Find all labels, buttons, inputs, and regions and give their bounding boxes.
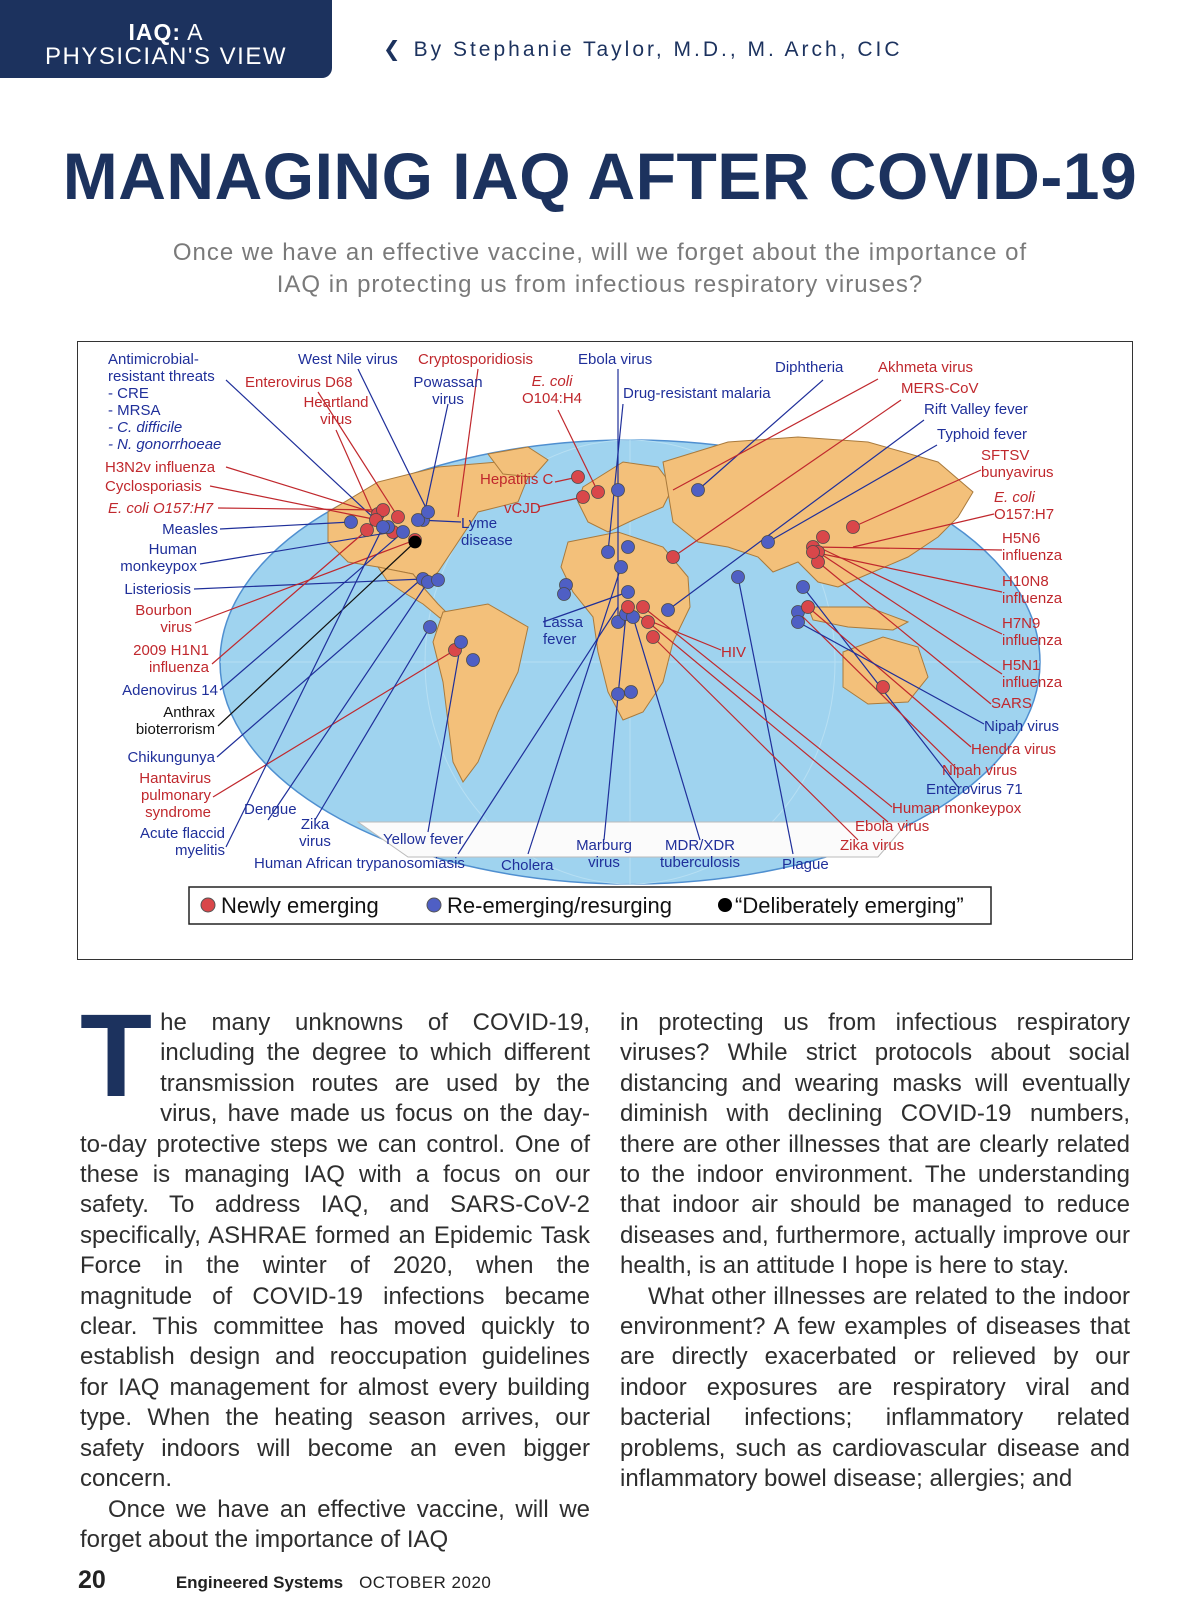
deliberately-emerging-marker bbox=[409, 536, 421, 548]
map-label: Powassan virus bbox=[413, 374, 483, 408]
legend-new-marker bbox=[201, 898, 215, 912]
map-label: Zika virus bbox=[840, 837, 905, 854]
legend bbox=[189, 887, 991, 924]
map-label: Human African trypanosomiasis bbox=[254, 855, 465, 872]
map-label: Enterovirus D68 bbox=[245, 374, 353, 391]
section-tab-line2: PHYSICIAN'S VIEW bbox=[45, 43, 287, 70]
newly-emerging-marker bbox=[572, 471, 585, 484]
re-emerging-marker bbox=[662, 604, 675, 617]
map-label: E. coli O157:H7 bbox=[994, 489, 1055, 523]
map-label: Nipah virus bbox=[942, 762, 1018, 779]
re-emerging-marker bbox=[397, 526, 410, 539]
map-label: 2009 H1N1 influenza bbox=[133, 642, 209, 676]
map-label: H5N6 influenza bbox=[1002, 530, 1063, 564]
newly-emerging-marker bbox=[667, 551, 680, 564]
re-emerging-marker bbox=[622, 586, 635, 599]
map-label: Diphtheria bbox=[775, 359, 844, 376]
map-label: Zika virus bbox=[299, 816, 331, 850]
magazine-name: Engineered Systems bbox=[175, 1573, 344, 1592]
map-label: Akhmeta virus bbox=[878, 359, 974, 376]
body-column-1 bbox=[80, 990, 590, 1555]
re-emerging-marker bbox=[612, 688, 625, 701]
legend-reemerging-label: Re-emerging/resurging bbox=[447, 893, 672, 918]
newly-emerging-marker bbox=[847, 521, 860, 534]
map-label: Human monkeypox bbox=[120, 541, 197, 575]
re-emerging-marker bbox=[692, 484, 705, 497]
newly-emerging-marker bbox=[577, 491, 590, 504]
re-emerging-marker bbox=[762, 536, 775, 549]
deck: Once we have an effective vaccine, will we forget about the importance of IAQ in protecting us from infectious respiratory viruses? bbox=[172, 239, 1028, 298]
map-label: Drug-resistant malaria bbox=[623, 385, 771, 402]
re-emerging-marker bbox=[612, 484, 625, 497]
re-emerging-marker bbox=[422, 506, 435, 519]
re-emerging-marker bbox=[424, 621, 437, 634]
map-label: Cholera bbox=[501, 857, 554, 874]
re-emerging-marker bbox=[602, 546, 615, 559]
byline-text: By Stephanie Taylor, M.D., M. Arch, CIC bbox=[413, 38, 903, 61]
world-map-svg bbox=[78, 342, 1132, 959]
map-label: SFTSV bunyavirus bbox=[981, 447, 1054, 481]
re-emerging-marker bbox=[622, 541, 635, 554]
map-label: Typhoid fever bbox=[937, 426, 1028, 443]
byline bbox=[383, 37, 903, 62]
map-label: Measles bbox=[162, 521, 218, 538]
re-emerging-marker bbox=[455, 636, 468, 649]
map-label: Anthrax bioterrorism bbox=[135, 704, 215, 738]
re-emerging-marker bbox=[732, 571, 745, 584]
re-emerging-marker bbox=[797, 581, 810, 594]
body-column-2 bbox=[620, 1008, 1130, 1495]
chevron-left-icon: ❮ bbox=[383, 38, 404, 61]
col1-paragraph-2: Once we have an effective vaccine, will we forget about the importance of IAQ bbox=[80, 1495, 590, 1553]
map-label: Lyme disease bbox=[461, 515, 513, 549]
newly-emerging-marker bbox=[622, 601, 635, 614]
map-label: Ebola virus bbox=[578, 351, 653, 368]
re-emerging-marker bbox=[558, 588, 571, 601]
newly-emerging-marker bbox=[637, 601, 650, 614]
map-label: E. coli O104:H4 bbox=[521, 373, 583, 407]
map-label: Hantavirus pulmonary syndrome bbox=[139, 770, 211, 821]
map-label: H3N2v influenza bbox=[105, 459, 216, 476]
drop-cap: T bbox=[80, 990, 153, 1122]
map-label: H10N8 influenza bbox=[1002, 573, 1063, 607]
map-label: West Nile virus bbox=[298, 351, 398, 368]
re-emerging-marker bbox=[467, 654, 480, 667]
map-label: Hepatitis C bbox=[480, 471, 554, 488]
re-emerging-marker bbox=[345, 516, 358, 529]
newly-emerging-marker bbox=[647, 631, 660, 644]
newly-emerging-marker bbox=[817, 531, 830, 544]
newly-emerging-marker bbox=[361, 524, 374, 537]
re-emerging-marker bbox=[615, 561, 628, 574]
map-label: Dengue bbox=[244, 801, 297, 818]
map-label: Human monkeypox bbox=[892, 800, 1022, 817]
map-label: Hendra virus bbox=[971, 741, 1057, 758]
map-label: Acute flaccid myelitis bbox=[139, 825, 225, 859]
re-emerging-marker bbox=[625, 686, 638, 699]
map-label: H7N9 influenza bbox=[1002, 615, 1063, 649]
section-tab bbox=[0, 0, 332, 78]
map-label: Ebola virus bbox=[855, 818, 930, 835]
col2-paragraph-1: in protecting us from infectious respiratory viruses? While strict protocols about social distancing and wearing masks will eventually diminish with declining COVID-19 numbers, there are other illnesses that are clearly related to the indoor environment. The understanding that indoor air should be managed to reduce diseases and, furthermore, actually improve our health, is an attitude I hope is here to stay. bbox=[620, 1009, 1130, 1280]
legend-new-label: Newly emerging bbox=[221, 893, 379, 918]
emerging-diseases-map-figure bbox=[77, 341, 1133, 960]
map-label: Antimicrobial-resistant threats - CRE - MRSA - C. difficile - N. gonorrhoeae bbox=[108, 351, 222, 453]
map-label: MDR/XDR tuberculosis bbox=[659, 837, 741, 871]
legend-reemerging-marker bbox=[427, 898, 441, 912]
map-label: MERS-CoV bbox=[901, 380, 979, 397]
headline: MANAGING IAQ AFTER COVID-19 bbox=[62, 139, 1138, 213]
page-footer bbox=[78, 1566, 491, 1595]
map-label: Heartland virus bbox=[303, 394, 369, 428]
legend-deliberate-label: “Deliberately emerging” bbox=[735, 893, 964, 918]
re-emerging-marker bbox=[792, 616, 805, 629]
section-tab-line1: IAQ: A bbox=[128, 19, 204, 45]
newly-emerging-marker bbox=[392, 511, 405, 524]
map-label: Plague bbox=[782, 856, 829, 873]
map-label: Rift Valley fever bbox=[924, 401, 1028, 418]
map-label: Listeriosis bbox=[124, 581, 191, 598]
col2-paragraph-2: What other illnesses are related to the indoor environment? A few examples of diseases that are directly exacerbated or relieved by our indoor exposures are respiratory viral and bacterial infections; inflammatory related problems, such as cardiovascular disease and inflammatory bowel disease; allergies; and bbox=[620, 1282, 1130, 1493]
map-label: Enterovirus 71 bbox=[926, 781, 1023, 798]
map-label: Yellow fever bbox=[383, 831, 464, 848]
re-emerging-marker bbox=[432, 574, 445, 587]
newly-emerging-marker bbox=[877, 681, 890, 694]
col1-paragraph-1: he many unknowns of COVID-19, including the degree to which different transmission routes are used by the virus, have made us focus on the day-to-day protective steps we can control. One of these is managing IAQ with a focus on our safety. To address IAQ, and SARS-CoV-2 specifically, ASHRAE formed an Epidemic Task Force in the winter of 2020, when the magnitude of COVID-19 infections became clear. This committee has moved quickly to establish design and reoccupation guidelines for IAQ management for almost every building type. When the heating season arrives, our safety indoors will become an even bigger concern. bbox=[80, 1009, 590, 1493]
map-label: H5N1 influenza bbox=[1002, 657, 1063, 691]
map-label: Chikungunya bbox=[127, 749, 215, 766]
issue-date: OCTOBER 2020 bbox=[359, 1573, 492, 1592]
newly-emerging-marker bbox=[802, 601, 815, 614]
page-number: 20 bbox=[78, 1566, 106, 1594]
map-label: Cyclosporiasis bbox=[105, 478, 202, 495]
map-label: Nipah virus bbox=[984, 718, 1060, 735]
map-label: Bourbon virus bbox=[135, 602, 192, 636]
map-label: E. coli O157:H7 bbox=[108, 500, 214, 517]
newly-emerging-marker bbox=[807, 546, 820, 559]
map-label: Cryptosporidiosis bbox=[418, 351, 534, 368]
re-emerging-marker bbox=[377, 521, 390, 534]
map-label: vCJD bbox=[504, 500, 541, 517]
newly-emerging-marker bbox=[642, 616, 655, 629]
map-label: Lassa fever bbox=[543, 614, 584, 648]
map-label: Marburg virus bbox=[576, 837, 632, 871]
newly-emerging-marker bbox=[592, 486, 605, 499]
map-label: Adenovirus 14 bbox=[122, 682, 218, 699]
map-label: SARS bbox=[991, 695, 1032, 712]
legend-deliberate-marker bbox=[718, 898, 732, 912]
map-label: HIV bbox=[721, 644, 747, 661]
